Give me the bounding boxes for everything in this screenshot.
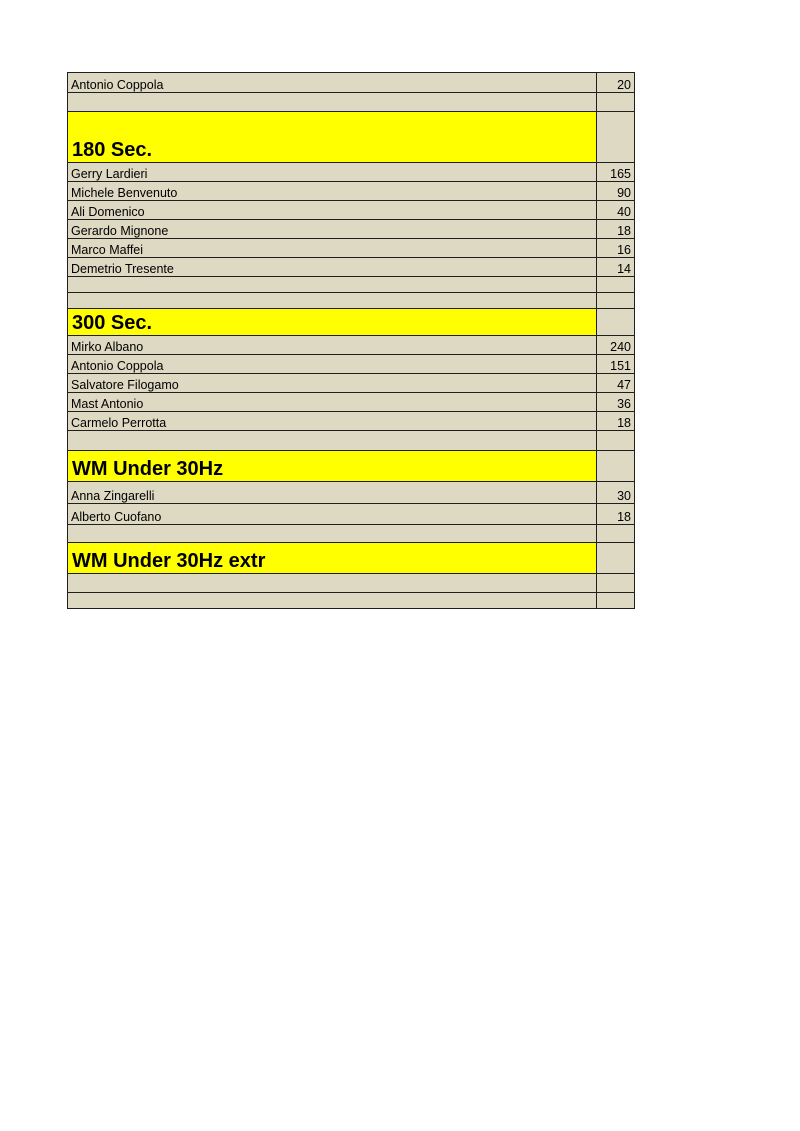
section-title: WM Under 30Hz xyxy=(68,451,597,482)
blank-row xyxy=(68,574,635,593)
player-score: 40 xyxy=(597,201,635,220)
player-score: 90 xyxy=(597,182,635,201)
player-score: 16 xyxy=(597,239,635,258)
player-score: 36 xyxy=(597,393,635,412)
section-header-row xyxy=(68,309,635,336)
empty-cell xyxy=(68,431,597,451)
section-header-row xyxy=(68,543,635,574)
table-row xyxy=(68,355,635,374)
empty-cell xyxy=(68,574,597,593)
player-score: 14 xyxy=(597,258,635,277)
player-score: 47 xyxy=(597,374,635,393)
section-value-cell xyxy=(597,112,635,163)
leaderboard-body xyxy=(68,73,635,609)
blank-row xyxy=(68,277,635,293)
section-value-cell xyxy=(597,309,635,336)
section-title: 180 Sec. xyxy=(68,112,597,163)
player-name: Michele Benvenuto xyxy=(68,182,597,201)
table-row xyxy=(68,393,635,412)
empty-cell xyxy=(68,593,597,609)
section-header-row xyxy=(68,112,635,163)
empty-cell xyxy=(597,525,635,543)
empty-cell xyxy=(597,431,635,451)
table-row xyxy=(68,201,635,220)
blank-row xyxy=(68,431,635,451)
player-name: Salvatore Filogamo xyxy=(68,374,597,393)
section-value-cell xyxy=(597,543,635,574)
empty-cell xyxy=(597,277,635,293)
player-score: 18 xyxy=(597,412,635,431)
empty-cell xyxy=(597,293,635,309)
empty-cell xyxy=(68,293,597,309)
player-score: 240 xyxy=(597,336,635,355)
blank-row xyxy=(68,525,635,543)
section-title: WM Under 30Hz extr xyxy=(68,543,597,574)
player-name: Carmelo Perrotta xyxy=(68,412,597,431)
player-name: Anna Zingarelli xyxy=(68,482,597,504)
blank-row xyxy=(68,293,635,309)
section-value-cell xyxy=(597,451,635,482)
section-header-row xyxy=(68,451,635,482)
blank-row xyxy=(68,593,635,609)
table-row xyxy=(68,73,635,93)
player-name: Gerardo Mignone xyxy=(68,220,597,239)
player-name: Demetrio Tresente xyxy=(68,258,597,277)
empty-cell xyxy=(597,593,635,609)
empty-cell xyxy=(68,277,597,293)
blank-row xyxy=(68,93,635,112)
player-score: 151 xyxy=(597,355,635,374)
player-name: Mirko Albano xyxy=(68,336,597,355)
table-row xyxy=(68,220,635,239)
leaderboard-table xyxy=(67,72,635,609)
table-row xyxy=(68,412,635,431)
empty-cell xyxy=(68,93,597,112)
player-score: 18 xyxy=(597,504,635,525)
empty-cell xyxy=(597,574,635,593)
player-score: 165 xyxy=(597,163,635,182)
player-name: Mast Antonio xyxy=(68,393,597,412)
empty-cell xyxy=(68,525,597,543)
table-row xyxy=(68,182,635,201)
table-row xyxy=(68,336,635,355)
table-row xyxy=(68,504,635,525)
table-row xyxy=(68,163,635,182)
player-score: 18 xyxy=(597,220,635,239)
player-name: Gerry Lardieri xyxy=(68,163,597,182)
player-name: Antonio Coppola xyxy=(68,73,597,93)
player-score: 30 xyxy=(597,482,635,504)
player-name: Alberto Cuofano xyxy=(68,504,597,525)
table-row xyxy=(68,239,635,258)
table-row xyxy=(68,374,635,393)
table-row xyxy=(68,482,635,504)
table-row xyxy=(68,258,635,277)
player-score: 20 xyxy=(597,73,635,93)
empty-cell xyxy=(597,93,635,112)
player-name: Ali Domenico xyxy=(68,201,597,220)
player-name: Antonio Coppola xyxy=(68,355,597,374)
section-title: 300 Sec. xyxy=(68,309,597,336)
player-name: Marco Maffei xyxy=(68,239,597,258)
